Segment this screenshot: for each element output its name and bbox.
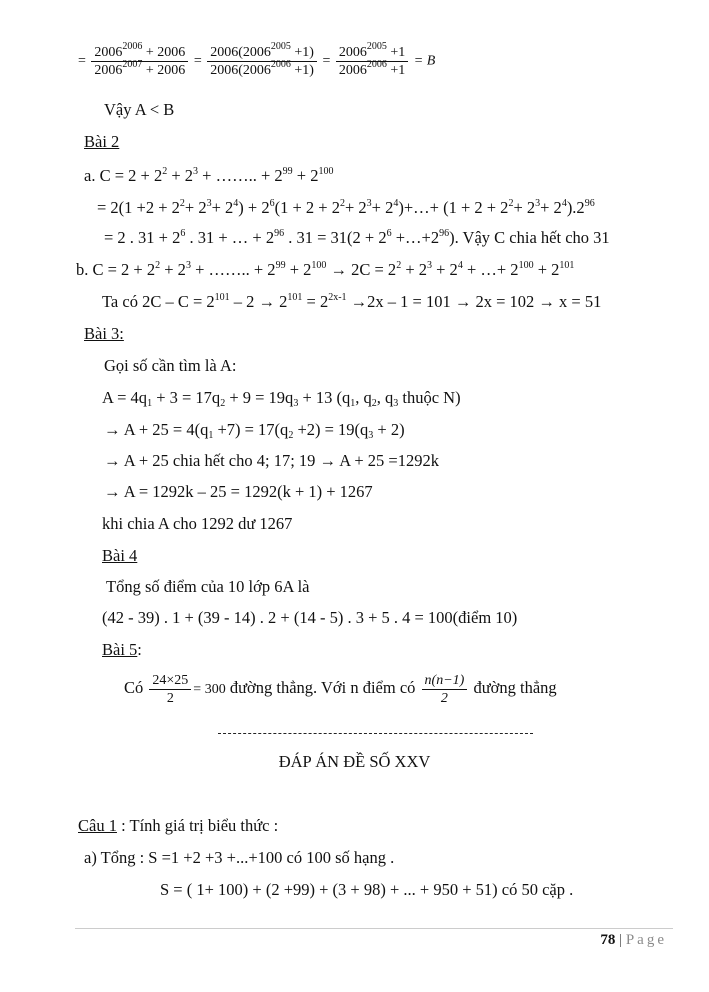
cau-1a-line: a) Tổng : S =1 +2 +3 +...+100 có 100 số hạng . xyxy=(84,848,395,867)
fraction-2: $\frac{2006(2006^{2005} +1)}{2006(2006^{2006} +1)}$ xyxy=(207,44,317,79)
fraction-1: $\frac{2006^{2006} + 2006}{2006^{2007} + 2006}$ xyxy=(91,44,188,79)
section-heading: ĐÁP ÁN ĐỀ SỐ XXV xyxy=(278,752,431,771)
line-2a-expand: = $2(1 +2 + 2^2+ 2^3+ 2^4) + 2^6(1 + 2 + 2^2+ 2^3+$ $2^4)+\dots+ (1 + 2 + 2^2+ 2^3+ 2^4).2^{96}$ xyxy=(97,198,595,217)
equals-sign: = xyxy=(78,53,86,69)
fraction-3: $\frac{2006^{2005} +1}{2006^{2006} +1}$ xyxy=(336,44,408,79)
footer-rule xyxy=(75,928,673,929)
cau-1a-pairs: S = ( 1+ 100) + (2 +99) + (3 + 98) + ... + 950 + 51) có 50 cặp . xyxy=(160,880,574,899)
heading-bai-3: Bài 3: xyxy=(84,324,124,343)
page-label: Page xyxy=(625,932,667,948)
bai3-line-4: → A + 25 chia hết cho 4; 17; 19 → A + 25 =1292k xyxy=(104,451,439,470)
bai3-line-5: → A = 1292k – 25 = 1292(k + 1) + 1267 xyxy=(104,482,373,501)
fraction-equation: = $\frac{2006^{2006} + 2006}{2006^{2007} + 2006}$ = $\frac{2006(2006^{2005} +1)}{2006(2006^{2006} +1)}$ = $\frac{2006^{2005} +1}{2006^{2006} +1}$ = B xyxy=(78,41,436,78)
line-2b-solution: Ta có $2C - C = 2^{101} - 2 \to 2^{101} = 2^{2x-1} \to 2x - 1 = 101 \to 2x = 102 \to x = 51$ xyxy=(102,292,602,311)
bai3-line-1: Gọi số cần tìm là A: xyxy=(104,356,237,375)
cau-1-line: Câu 1 : Tính giá trị biểu thức : xyxy=(78,816,279,835)
line-2a: a. $C = 2 + 2^2 + 2^3$ + …….. + $2^{99} + 2^{100}$ xyxy=(84,166,334,185)
page-number: 78 xyxy=(600,932,616,948)
dashed-separator xyxy=(218,733,533,734)
line-2b: b. $C = 2 + 2^2 + 2^3$ + …….. + $2^{99} + 2^{100} \to 2C = 2^2 + 2^3 + 2^4$ + …+ $2^{100} + 2^{101}$ xyxy=(76,260,575,279)
heading-bai-4: Bài 4 xyxy=(102,546,138,565)
conclusion-line: Vậy A < B xyxy=(104,100,175,119)
fraction-n: $\frac{n(n-1)}{2}$ xyxy=(422,672,468,707)
bai4-line-2: (42 - 39) . 1 + (39 - 14) . 2 + (14 - 5) . 3 + 5 . 4 = 100(điểm 10) xyxy=(102,608,518,627)
bai3-line-2: $A = 4q_1 + 3 = 17q_2 + 9 = 19q_3 + 13$ ($q_1$, $q_2$, $q_3$ thuộc N) xyxy=(102,388,461,409)
line-2a-result: = 2 . $31 + 2^6$ . 31 + … + $2^{96}$ . $31 = 31(2 + 2^6$ $+\dots+2^{96}$). Vậy C chia hết cho 31 xyxy=(104,228,610,247)
fraction-24x25: $\frac{24\times 25}{2}$ xyxy=(149,672,191,707)
footer-separator: | xyxy=(619,932,623,948)
heading-bai-5: Bài 5: xyxy=(102,640,142,659)
page-footer xyxy=(600,932,667,949)
bai3-line-3: → $A + 25 = 4(q_1 +7) = 17(q_2 +2) = 19(q_3 + 2)$ xyxy=(104,420,405,441)
bai3-line-6: khi chia A cho 1292 dư 1267 xyxy=(102,514,293,533)
heading-bai-2: Bài 2 xyxy=(84,132,120,151)
bai5-line: Có $\frac{24\times 25}{2}$ = 300 đường thẳng. Với n điểm có $\frac{n(n-1)}{2}$ đường thẳng xyxy=(124,672,557,706)
bai4-line-1: Tổng số điểm của 10 lớp 6A là xyxy=(106,577,310,596)
